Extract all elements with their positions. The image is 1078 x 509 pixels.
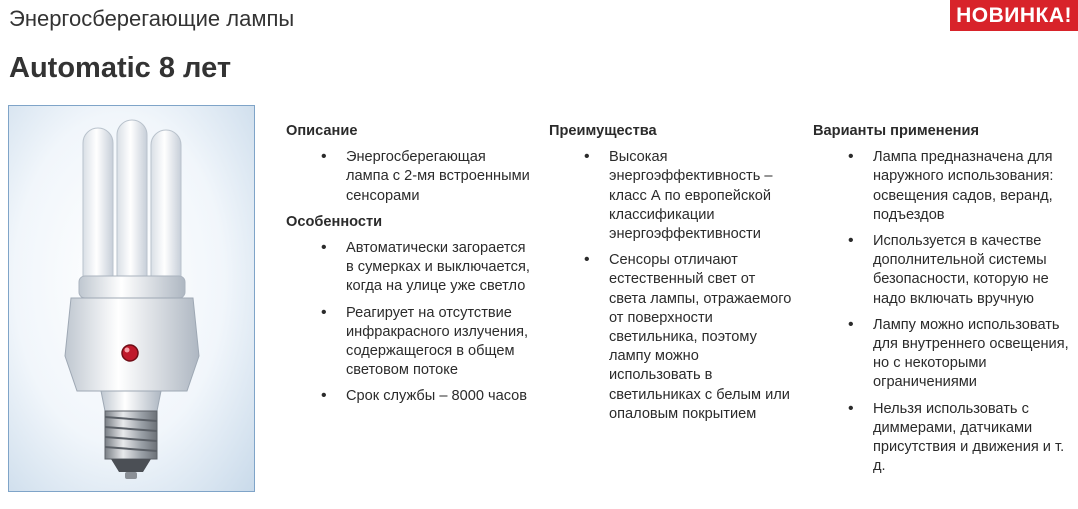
- column-applications: [813, 122, 1075, 483]
- features-heading: Особенности: [286, 213, 383, 230]
- list-item: • Автоматически загорается в сумерках и выключается, когда на улице уже светло: [286, 239, 531, 297]
- list-item: • Энергосберегающая лампа с 2-мя встроенными сенсорами: [286, 148, 531, 206]
- description-list: [286, 148, 531, 206]
- description-heading: Описание: [286, 123, 358, 139]
- list-item: • Сенсоры отличают естественный свет от света лампы, отражаемого от поверхности светильника, поэтому лампу можно использовать в светильниках с белым или опаловым покрытием: [549, 251, 794, 424]
- advantages-heading: Преимущества: [549, 123, 657, 139]
- list-item: • Лампа предназначена для наружного использования: освещения садов, веранд, подъездов: [813, 148, 1075, 225]
- column-description: [286, 122, 531, 414]
- category-title: Энергосберегающие лампы: [9, 6, 295, 31]
- applications-heading: Варианты применения: [813, 123, 979, 139]
- product-title: Automatic 8 лет: [9, 52, 232, 84]
- applications-list: [813, 148, 1075, 476]
- lamp-photo: [8, 105, 255, 492]
- lamp-illustration: [9, 106, 254, 491]
- list-item: • Лампу можно использовать для внутреннего освещения, но с некоторыми ограничениями: [813, 316, 1075, 393]
- advantages-list: [549, 148, 794, 424]
- list-item: • Используется в качестве дополнительной системы безопасности, которую не надо включать вручную: [813, 232, 1075, 309]
- column-advantages: [549, 122, 794, 431]
- list-item: • Высокая энергоэффективность – класс А по европейской классификации энергоэффективности: [549, 148, 794, 244]
- list-item: • Срок службы – 8000 часов: [286, 387, 531, 406]
- features-list: [286, 239, 531, 407]
- list-item: • Нельзя использовать с диммерами, датчиками присутствия и движения и т. д.: [813, 400, 1075, 477]
- list-item: • Реагирует на отсутствие инфракрасного излучения, содержащегося в общем световом потоке: [286, 304, 531, 381]
- new-badge: НОВИНКА!: [950, 0, 1078, 31]
